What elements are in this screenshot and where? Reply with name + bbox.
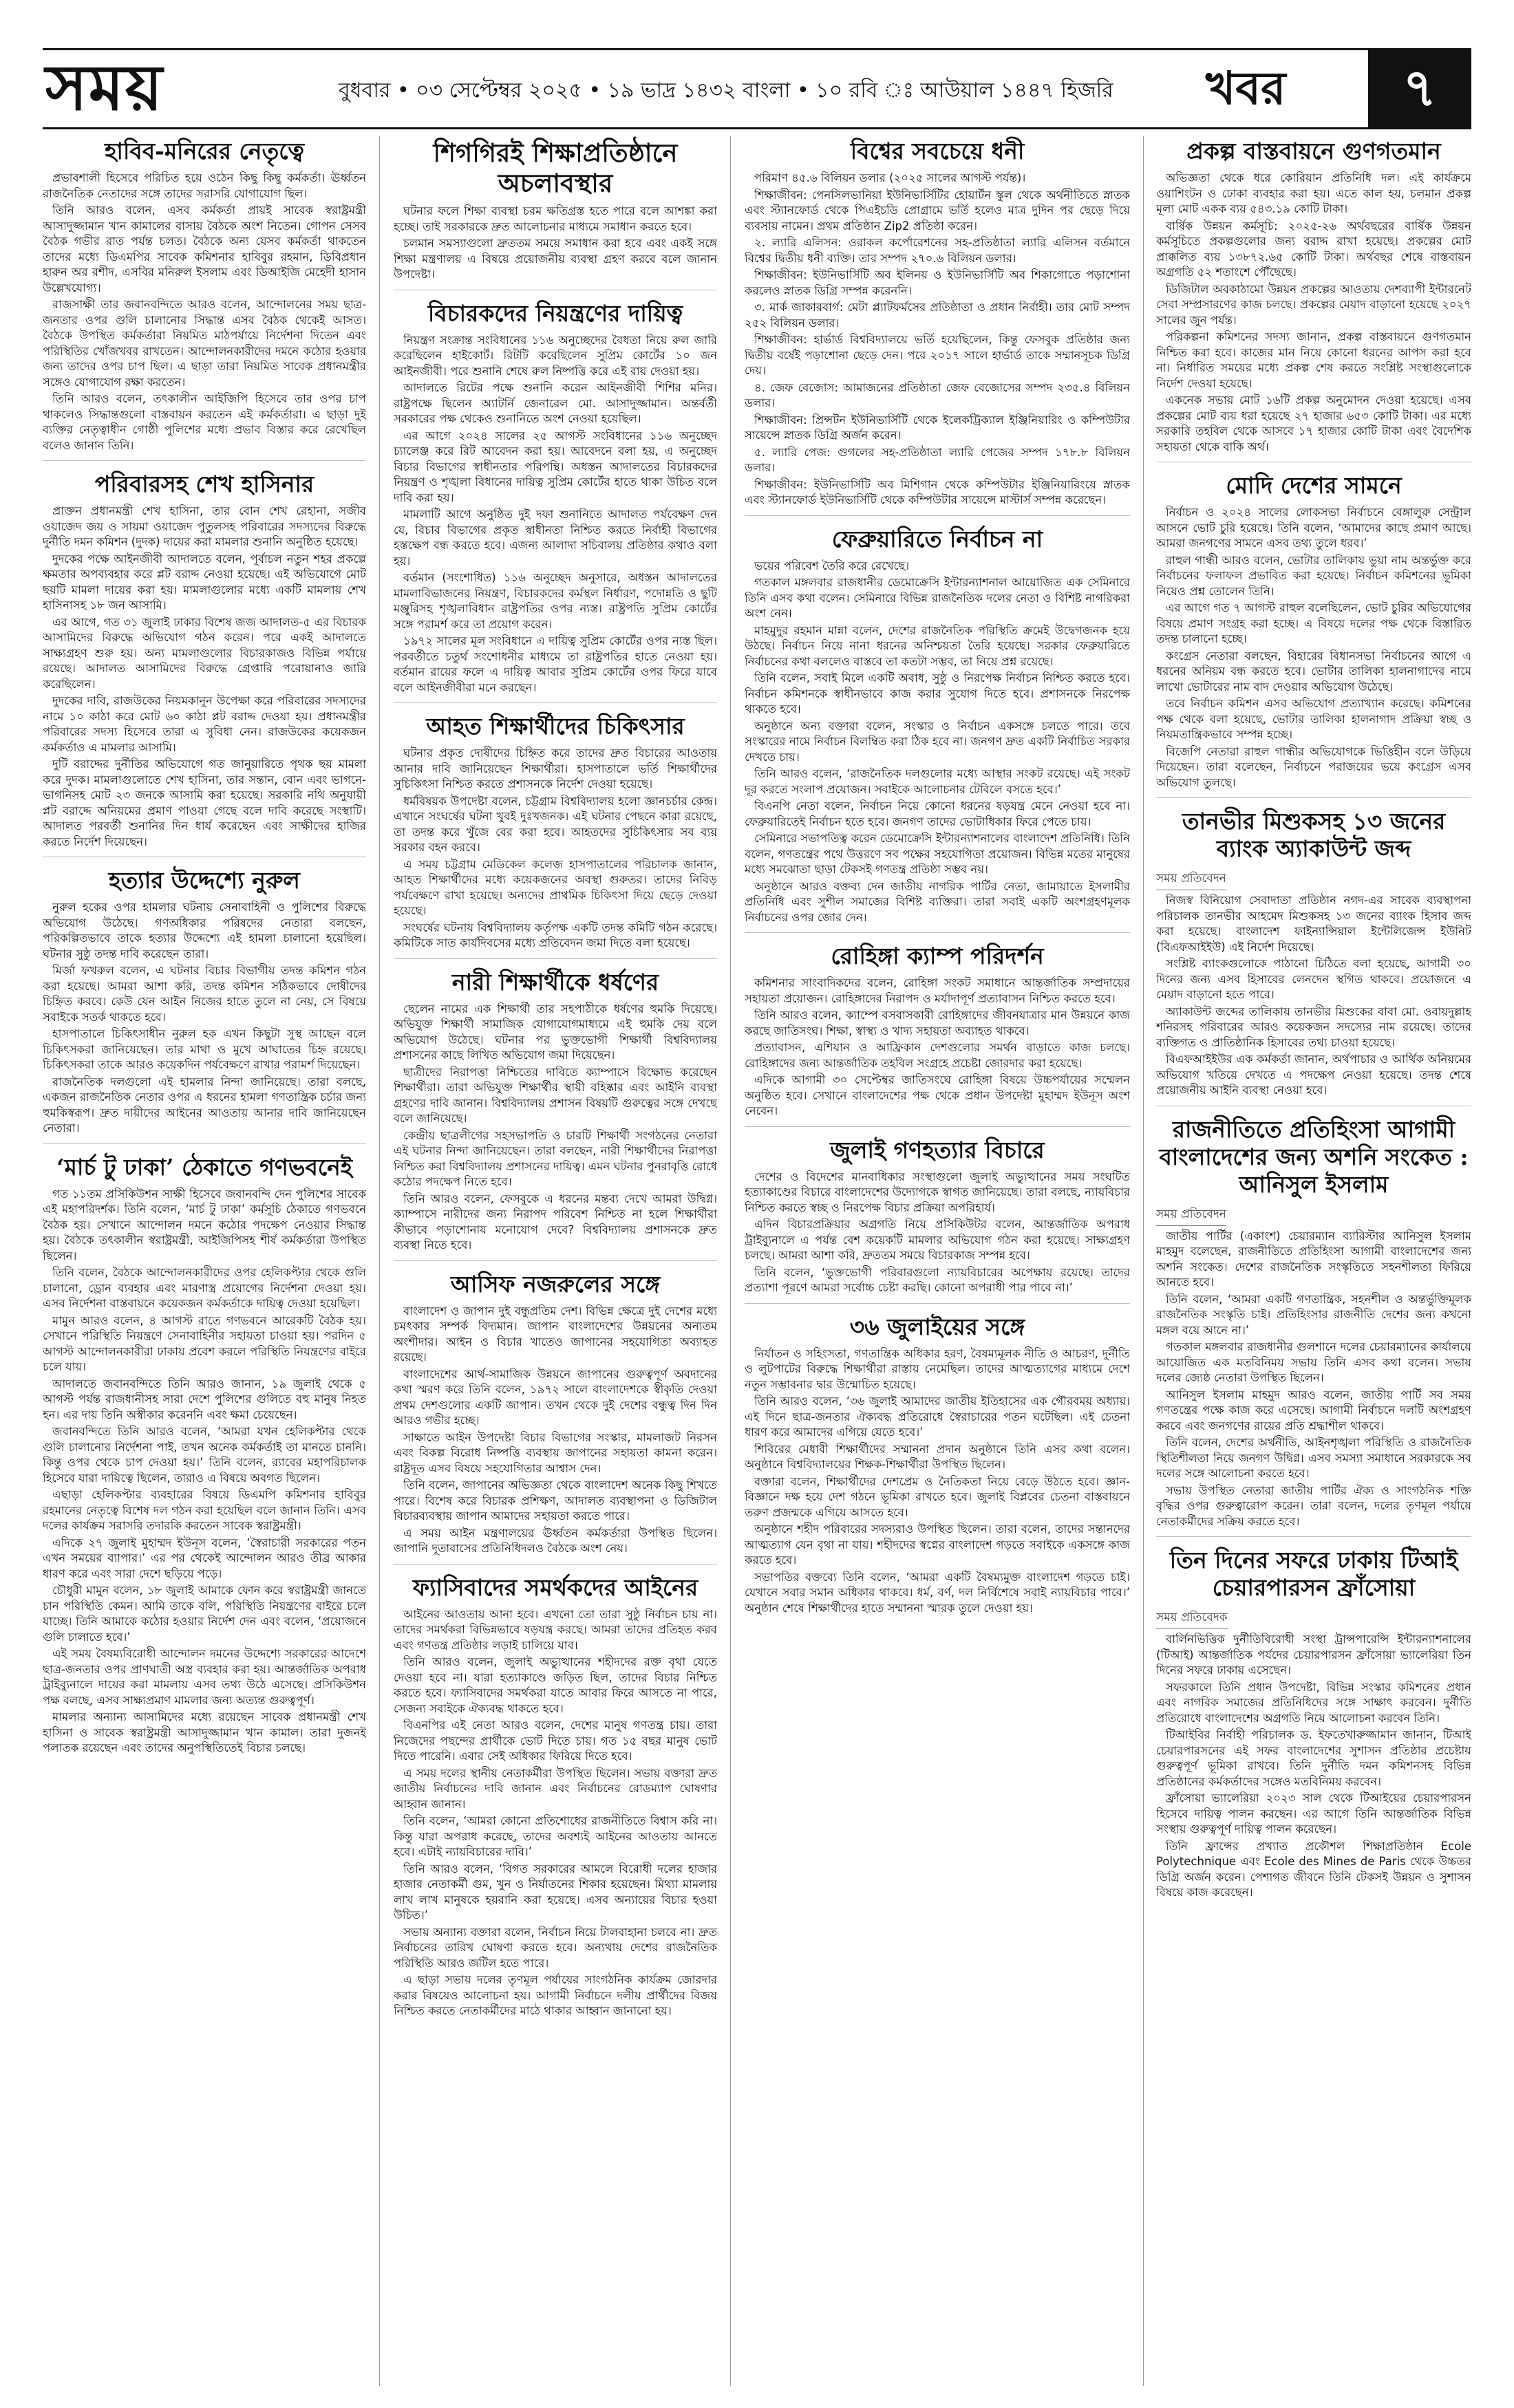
story-paragraph: নুরুল হকের ওপর হামলার ঘটনায় সেনাবাহিনী ও পুলিশের বিরুদ্ধে অভিযোগ উঠেছে। গণঅধিকার পরিষদের নেতারা বলছেন, পরিকল্পিতভাবে তাকে হত্যার উদ্দেশ্যে এই হামলা চালানো হয়েছিল। ঘটনার সুষ্ঠু তদন্ত দাবি করেছেন তারা। [43, 901, 366, 960]
story-headline: বিচারকদের নিয়ন্ত্রণের দায়িত্ব [427, 299, 683, 327]
column-3 [745, 136, 1130, 2386]
story-body [43, 171, 366, 453]
story-body [394, 1607, 717, 2019]
story-byline: সময় প্রতিবেদন [1156, 870, 1226, 890]
story-paragraph: একনেক সভায় মোট ১৬টি প্রকল্প অনুমোদন দেওয়া হয়েছে। এসব প্রকল্পের মোট ব্যয় ধরা হয়েছে ২৭ হাজার ৬৫৩ কোটি টাকা। এর মধ্যে সরকারি তহবিল থেকে আসবে ১৭ হাজার কোটি টাকা এবং বৈদেশিক সহায়তা থেকে বাকি অর্থ। [1156, 394, 1471, 453]
story-paragraph: ৫. ল্যারি পেজ: গুগলের সহ-প্রতিষ্ঠাতা ল্যারি পেজের সম্পদ ১৭৮.৮ বিলিয়ন ডলার। [745, 445, 1130, 474]
column-divider [379, 136, 380, 2386]
news-story [1156, 1116, 1471, 1538]
story-paragraph: সংঘর্ষের ঘটনায় বিশ্ববিদ্যালয় কর্তৃপক্ষ একটি তদন্ত কমিটি গঠন করেছে। কমিটিকে সাত কার্যদিবসের মধ্যে প্রতিবেদন জমা দিতে বলা হয়েছে। [394, 921, 717, 949]
story-paragraph: তিনি আরও বলেন, ফেসবুকে এ ধরনের মন্তব্য দেখে আমরা উদ্বিগ্ন। ক্যাম্পাসে নারীদের জন্য নিরাপদ পরিবেশ নিশ্চিত না হলে শিক্ষার্থীরা কীভাবে পড়াশোনায় মনোযোগ দেবে? বিশ্ববিদ্যালয় প্রশাসনকে দ্রুত ব্যবস্থা নিতে হবে। [394, 1192, 717, 1251]
story-headline: প্রকল্প বাস্তবায়নে গুণগতমান [1186, 138, 1441, 164]
story-paragraph: ফ্রাঁসোয়া ভ্যালেরিয়া ২০২৩ সাল থেকে টিআইয়ের চেয়ারপারসন হিসেবে দায়িত্ব পালন করছেন। এর আগে তিনি আন্তর্জাতিক বিভিন্ন সংস্থায় গুরুত্বপূর্ণ দায়িত্ব পালন করেছেন। [1156, 1792, 1471, 1836]
page-number: ৭ [1368, 50, 1471, 127]
story-body [1156, 505, 1471, 791]
story-paragraph: রাজসাক্ষী তার জবানবন্দিতে আরও বলেন, আন্দোলনের সময় ছাত্র-জনতার ওপর গুলি চালানোর সিদ্ধান্ত এসব বৈঠক থেকেই আসত। বৈঠকে উপস্থিত কর্মকর্তারা নিয়মিত মাঠপর্যায়ে নির্দেশনা দিতেন এবং পরিস্থিতির খোঁজখবর রাখতেন। আন্দোলনকারীদের দমনে কঠোর হওয়ার জন্য তাদের ওপর চাপ ছিল। এ ছাড়া তারা নিয়মিত সাবেক প্রধানমন্ত্রীর সঙ্গেও যোগাযোগ রক্ষা করতেন। [43, 298, 366, 389]
column-2 [394, 136, 717, 2386]
story-paragraph: তিনি বলেন, জাপানের অভিজ্ঞতা থেকে বাংলাদেশ অনেক কিছু শিখতে পারে। বিশেষ করে বিচারক প্রশিক্ষণ, আদালত ব্যবস্থাপনা ও ডিজিটাল বিচারব্যবস্থায় জাপান আমাদের সহায়তা করতে পারে। [394, 1479, 717, 1523]
column-4 [1156, 136, 1471, 2386]
story-paragraph: আনিসুল ইসলাম মাহমুদ আরও বলেন, জাতীয় পার্টি সব সময় গণতন্ত্রের পক্ষে কাজ করে এসেছে। আগামী নির্বাচনে দলটি অংশগ্রহণ করবে এবং জনগণের রায়ের প্রতি শ্রদ্ধাশীল থাকবে। [1156, 1388, 1471, 1432]
story-paragraph: নির্যাতন ও সহিংসতা, গণতান্ত্রিক অধিকার হরণ, বৈষম্যমূলক নীতি ও আচরণ, দুর্নীতি ও লুটপাটের বিরুদ্ধে শিক্ষার্থীরা রাস্তায় নেমেছিল। তাদের আত্মত্যাগের মাধ্যমে দেশে নতুন সম্ভাবনার দ্বার উন্মোচিত হয়েছে। [745, 1346, 1130, 1391]
story-byline: সময় প্রতিবেদক [1156, 1609, 1228, 1629]
story-body [1156, 1632, 1471, 1901]
news-story [1156, 138, 1471, 462]
story-headline: বিশ্বের সবচেয়ে ধনী [850, 138, 1025, 164]
story-paragraph: প্রভাবশালী হিসেবে পরিচিত হয়ে ওঠেন কিছু কিছু কর্মকর্তা। ঊর্ধ্বতন রাজনৈতিক নেতাদের সঙ্গে তাদের সরাসরি যোগাযোগ ছিল। [43, 171, 366, 200]
story-paragraph: সাক্ষাতে আইন উপদেষ্টা বিচার বিভাগের সংস্কার, মামলাজট নিরসন এবং বিকল্প বিরোধ নিষ্পত্তি ব্যবস্থায় জাপানের সহায়তা কামনা করেন। রাষ্ট্রদূত এসব বিষয়ে সহযোগিতার আশ্বাস দেন। [394, 1430, 717, 1475]
story-paragraph: এদিকে আগামী ৩০ সেপ্টেম্বর জাতিসংঘে রোহিঙ্গা বিষয়ে উচ্চপর্যায়ের সম্মেলন অনুষ্ঠিত হবে। সেখানে বাংলাদেশের পক্ষ থেকে প্রধান উপদেষ্টা মুহাম্মদ ইউনূস অংশ নেবেন। [745, 1073, 1130, 1117]
story-paragraph: তিনি বলেন, ‘আমরা একটি গণতান্ত্রিক, সহনশীল ও অন্তর্ভুক্তিমূলক রাজনৈতিক সংস্কৃতি চাই। প্রতিহিংসার রাজনীতি দেশের জন্য কখনো মঙ্গল বয়ে আনে না।’ [1156, 1292, 1471, 1337]
news-story [394, 713, 717, 959]
story-headline: হাবিব-মনিরের নেতৃত্বে [105, 138, 304, 164]
news-story [394, 1271, 717, 1565]
story-paragraph: ২. ল্যারি এলিসন: ওরাকল কর্পোরেশনের সহ-প্রতিষ্ঠাতা ল্যারি এলিসন বর্তমানে বিশ্বের দ্বিতীয় ধনী ব্যক্তি। তার সম্পদ ২৭০.৬ বিলিয়ন ডলার। [745, 236, 1130, 265]
story-paragraph: বিজেপি নেতারা রাহুল গান্ধীর অভিযোগকে ভিত্তিহীন বলে উড়িয়ে দিয়েছেন। তারা বলেছেন, নির্বাচনে পরাজয়ের ভয়ে কংগ্রেস এসব অভিযোগ তুলছে। [1156, 744, 1471, 789]
story-paragraph: ছাত্রীদের নিরাপত্তা নিশ্চিতের দাবিতে ক্যাম্পাসে বিক্ষোভ করেছেন শিক্ষার্থীরা। তারা অভিযুক্ত শিক্ষার্থীর স্থায়ী বহিষ্কার এবং আইনি ব্যবস্থা গ্রহণের দাবি জানান। বিশ্ববিদ্যালয় প্রশাসন বিষয়টি গুরুত্বের সঙ্গে দেখছে বলে জানিয়েছে। [394, 1065, 717, 1125]
story-paragraph: শিক্ষাজীবন: ইউনিভার্সিটি অব ইলিনয় ও ইউনিভার্সিটি অব শিকাগোতে পড়াশোনা করলেও স্নাতক ডিগ্রি সম্পন্ন করেননি। [745, 268, 1130, 297]
story-paragraph: বক্তারা বলেন, শিক্ষার্থীদের দেশপ্রেম ও নৈতিকতা নিয়ে বেড়ে উঠতে হবে। জ্ঞান-বিজ্ঞানে দক্ষ হয়ে দেশ গঠনে ভূমিকা রাখতে হবে। জুলাই বিপ্লবের চেতনা বাস্তবায়নে তরুণ প্রজন্মকে এগিয়ে আসতে হবে। [745, 1474, 1130, 1519]
story-paragraph: এ সময় দলের স্থানীয় নেতাকর্মীরা উপস্থিত ছিলেন। সভায় বক্তারা দ্রুত জাতীয় নির্বাচনের দাবি জানান এবং নির্বাচনের রোডম্যাপ ঘোষণার আহ্বান জানান। [394, 1766, 717, 1811]
story-paragraph: তিনি বলেন, ‘ভুক্তভোগী পরিবারগুলো ন্যায়বিচারের অপেক্ষায় রয়েছে। তাদের প্রত্যাশা পূরণে আমরা সর্বোচ্চ চেষ্টা করছি। কোনো অপরাধী পার পাবে না।’ [745, 1265, 1130, 1294]
story-paragraph: ভয়ের পরিবেশ তৈরি করে রেখেছে। [754, 559, 910, 572]
story-paragraph: অনুষ্ঠানে আরও বক্তব্য দেন জাতীয় নাগরিক পার্টির নেতা, জামায়াতে ইসলামীর প্রতিনিধি এবং সুশীল সমাজের বিশিষ্ট ব্যক্তিরা। তারা সবাই একটি অংশগ্রহণমূলক নির্বাচনের ওপর জোর দেন। [745, 879, 1130, 924]
story-headline: রাজনীতিতে প্রতিহিংসা আগামী বাংলাদেশের জন্য অশনি সংকেত : আনিসুল ইসলাম [1159, 1115, 1469, 1198]
story-paragraph: সেমিনারে সভাপতিত্ব করেন ডেমোক্রেসি ইন্টারন্যাশনালের বাংলাদেশ প্রতিনিধি। তিনি বলেন, গণতন্ত্রের পথে উত্তরণে সব পক্ষের সহযোগিতা প্রয়োজন। বিভিন্ন মতের মানুষের মধ্যে সমঝোতা ছাড়া টেকসই গণতন্ত্র প্রতিষ্ঠা সম্ভব নয়। [745, 832, 1130, 876]
story-paragraph: সংশ্লিষ্ট ব্যাংকগুলোকে পাঠানো চিঠিতে বলা হয়েছে, আগামী ৩০ দিনের জন্য এসব হিসাবের লেনদেন স্থগিত থাকবে। প্রয়োজনে এ মেয়াদ বাড়ানো হতে পারে। [1156, 957, 1471, 1001]
story-paragraph: তিনি আরও বলেন, এসব কর্মকর্তা প্রায়ই সাবেক স্বরাষ্ট্রমন্ত্রী আসাদুজ্জামান খান কামালের বাসায় বৈঠকে অংশ নিতেন। গোপন সেসব বৈঠক গভীর রাত পর্যন্ত চলত। বৈঠকে অন্য যেসব কর্মকর্তা থাকতেন তাদের মধ্যে ডিএমপির সাবেক কমিশনার হাবিবুর রহমান, ডিবিপ্রধান হারুন অর রশীদ, এসবির মনিরুল ইসলাম এবং ডিআইজি মেহেদী হাসান উল্লেখযোগ্য। [43, 204, 366, 294]
story-paragraph: তিনি বলেন, ‘আমরা কোনো প্রতিশোধের রাজনীতিতে বিশ্বাস করি না। কিন্তু যারা অপরাধ করেছে, তাদের অবশ্যই আইনের আওতায় আনতে হবে। এটাই ন্যায়বিচারের দাবি।’ [394, 1814, 717, 1858]
story-paragraph: চলমান সমস্যাগুলো দ্রুততম সময়ে সমাধান করা হবে এবং একই সঙ্গে শিক্ষা মন্ত্রণালয় এ বিষয়ে প্রয়োজনীয় ব্যবস্থা গ্রহণ করবে বলে জানান উপদেষ্টা। [394, 237, 717, 281]
story-paragraph: মামলার অন্যান্য আসামিদের মধ্যে রয়েছেন সাবেক প্রধানমন্ত্রী শেখ হাসিনা ও সাবেক স্বরাষ্ট্রমন্ত্রী আসাদুজ্জামান খান কামাল। তারা দুজনই পলাতক রয়েছেন এবং তাদের অনুপস্থিতিতেই বিচার চলছে। [43, 1710, 366, 1754]
story-body [394, 1002, 717, 1254]
story-paragraph: ধর্মবিষয়ক উপদেষ্টা বলেন, চট্টগ্রাম বিশ্ববিদ্যালয় হলো জ্ঞানচর্চার কেন্দ্র। এখানে সংঘর্ষের ঘটনা খুবই দুঃখজনক। এই ঘটনার পেছনে কারা রয়েছে, তা তদন্ত করে খুঁজে বের করা হবে। আহতদের সুচিকিৎসার সব ব্যয় সরকার বহন করবে। [394, 794, 717, 854]
news-story [745, 526, 1130, 934]
story-paragraph: ঘটনার ফলে শিক্ষা ব্যবস্থা চরম ক্ষতিগ্রস্ত হতে পারে বলে আশঙ্কা করা হচ্ছে। তাই সরকারকে দ্রুত আলোচনার মাধ্যমে সমাধান করতে হবে। [394, 204, 717, 233]
story-headline: মোদি দেশের সামনে [1226, 472, 1402, 499]
story-paragraph: শিক্ষাজীবন: ইউনিভার্সিটি অব মিশিগান থেকে কম্পিউটার ইঞ্জিনিয়ারিংয়ে স্নাতক এবং স্ট্যানফোর্ড ইউনিভার্সিটি থেকে কম্পিউটার সায়েন্সে মাস্টার্স সম্পন্ন করেছেন। [745, 477, 1130, 506]
story-byline: সময় প্রতিবেদন [1156, 1205, 1226, 1226]
story-paragraph: তিনি আরও বলেন, ক্যাম্পে বসবাসকারী রোহিঙ্গাদের জীবনযাত্রার মান উন্নয়নে কাজ করছে জাতিসংঘ। শিক্ষা, স্বাস্থ্য ও খাদ্য সহায়তা অব্যাহত থাকবে। [745, 1009, 1130, 1038]
story-headline: ফ্যাসিবাদের সমর্থকদের আইনের [412, 1573, 699, 1601]
news-story [745, 1137, 1130, 1304]
story-body [745, 1170, 1130, 1296]
news-story [1156, 808, 1471, 1106]
story-paragraph: এছাড়া হেলিকপ্টার ব্যবহারের বিষয়ে ডিএমপি কমিশনার হাবিবুর রহমানের নেতৃত্বে বিশেষ দল গঠন করা হয়েছিল বলে জানান তিনি। এসব দলের কার্যক্রম সরাসরি তদারকি করতেন সাবেক স্বরাষ্ট্রমন্ত্রী। [43, 1488, 366, 1532]
story-paragraph: তিনি বলেন, বৈঠকে আন্দোলনকারীদের ওপর হেলিকপ্টার থেকে গুলি চালানো, ড্রোন ব্যবহার এবং মারণাস্ত্র প্রয়োগের নির্দেশনা দেওয়া হয়। এসব নির্দেশনা বাস্তবায়নে কয়েকজন কর্মকর্তাকে দায়িত্ব দেওয়া হয়েছিল। [43, 1266, 366, 1310]
story-paragraph: চৌধুরী মামুন বলেন, ১৮ জুলাই আমাকে ফোন করে স্বরাষ্ট্রমন্ত্রী জানতে চান পরিস্থিতি কেমন। আমি তাকে বলি, পরিস্থিতি নিয়ন্ত্রণের বাইরে চলে যাচ্ছে। তিনি আমাকে কঠোর হওয়ার নির্দেশ দেন এবং বলেন, ‘প্রয়োজনে গুলি চালাতে হবে।’ [43, 1584, 366, 1644]
news-story [1156, 472, 1471, 798]
story-paragraph: প্রাক্তন প্রধানমন্ত্রী শেখ হাসিনা, তার বোন শেখ রেহানা, সজীব ওয়াজেদ জয় ও সায়মা ওয়াজেদ পুতুলসহ পরিবারের সদস্যদের বিরুদ্ধে দুর্নীতি দমন কমিশন (দুদক) দায়ের করা মামলার শুনানি অনুষ্ঠিত হয়েছে। [43, 504, 366, 548]
story-headline: ফেব্রুয়ারিতে নির্বাচন না [831, 525, 1043, 552]
story-paragraph: গতকাল মঙ্গলবার রাজধানীর ডেমোক্রেসি ইন্টারন্যাশনাল আয়োজিত এক সেমিনারে তিনি এসব কথা বলেন। সেমিনারে বিভিন্ন রাজনৈতিক দলের নেতা ও বিশিষ্ট নাগরিকরা অংশ নেন। [745, 576, 1130, 620]
story-paragraph: রাহুল গান্ধী আরও বলেন, ভোটার তালিকায় ভুয়া নাম অন্তর্ভুক্ত করে নির্বাচনের ফলাফল প্রভাবিত করা হয়েছে। নির্বাচন কমিশনের ভূমিকা নিয়েও প্রশ্ন তোলেন তিনি। [1156, 553, 1471, 598]
column-divider [730, 136, 731, 2386]
story-paragraph: এর আগে, গত ৩১ জুলাই ঢাকার বিশেষ জজ আদালত-৫ এর বিচারক আসামিদের বিরুদ্ধে অভিযোগ গঠন করেন। পরে একই আদালতে সাক্ষ্যগ্রহণ শুরু হয়। অন্য মামলাগুলোর বিচারকাজও বিভিন্ন পর্যায়ে রয়েছে। আদালত আসামিদের বিরুদ্ধে গ্রেপ্তারি পরোয়ানাও জারি করেছিলেন। [43, 615, 366, 691]
story-body [1156, 171, 1471, 455]
story-headline: ‘মার্চ টু ঢাকা’ ঠেকাতে গণভবনেই [56, 1153, 352, 1181]
story-headline: শিগগিরই শিক্ষাপ্রতিষ্ঠানে অচলাবস্থার [433, 138, 678, 198]
story-paragraph: কেন্দ্রীয় ছাত্রলীগের সহসভাপতি ও চারটি শিক্ষার্থী সংগঠনের নেতারা এই ঘটনার নিন্দা জানিয়েছেন। তারা বলছেন, নারী শিক্ষার্থীদের নিরাপত্তা নিশ্চিত করা বিশ্ববিদ্যালয় প্রশাসনের দায়িত্ব। এমন ঘটনার পুনরাবৃত্তি রোধে কঠোর পদক্ষেপ নিতে হবে। [394, 1128, 717, 1188]
news-story [745, 138, 1130, 516]
story-paragraph: এ সময় চট্টগ্রাম মেডিকেল কলেজ হাসপাতালের পরিচালক জানান, আহত শিক্ষার্থীদের মধ্যে কয়েকজনের অবস্থা গুরুতর। তাদের নিবিড় পর্যবেক্ষণে রাখা হয়েছে। অন্যদের প্রাথমিক চিকিৎসা দিয়ে ছেড়ে দেওয়া হয়েছে। [394, 857, 717, 917]
news-story [43, 867, 366, 1144]
story-headline: হত্যার উদ্দেশ্যে নুরুল [109, 867, 300, 894]
news-story [394, 138, 717, 290]
story-paragraph: সভায় অন্যান্য বক্তারা বলেন, নির্বাচন নিয়ে টালবাহানা চলবে না। দ্রুত নির্বাচনের তারিখ ঘোষণা করতে হবে। অন্যথায় দেশের রাজনৈতিক পরিস্থিতি আরও জটিল হতে পারে। [394, 1925, 717, 1970]
story-paragraph: এর আগে গত ৭ আগস্ট রাহুল বলেছিলেন, ভোট চুরির অভিযোগের বিষয়ে প্রমাণ সংগ্রহ করা হচ্ছে। এ বিষয়ে দলের পক্ষ থেকে বিস্তারিত তদন্ত চালানো হচ্ছে। [1156, 601, 1471, 645]
story-body [1156, 893, 1471, 1099]
story-paragraph: শিক্ষাজীবন: পেনসিলভানিয়া ইউনিভার্সিটির হোয়ার্টন স্কুল থেকে অর্থনীতিতে স্নাতক এবং স্ট্যানফোর্ড থেকে পিএইচডি প্রোগ্রামে ভর্তি হলেও মাত্র দুদিন পর ছেড়ে দিয়ে ব্যবসায় নামেন। প্রথম প্রতিষ্ঠান Zip2 প্রতিষ্ঠা করেন। [745, 188, 1130, 233]
news-story [394, 969, 717, 1261]
story-body [43, 900, 366, 1137]
story-body [43, 1187, 366, 1756]
story-paragraph: এদিন বিচারপ্রক্রিয়ার অগ্রগতি নিয়ে প্রসিকিউটর বলেন, আন্তর্জাতিক অপরাধ ট্রাইব্যুনালে এ পর্যন্ত বেশ কয়েকটি মামলার অভিযোগ গঠন করা হয়েছে। সাক্ষ্যগ্রহণ চলছে। আমরা আশা করি, দ্রুততম সময়ে বিচারকাজ সম্পন্ন হবে। [745, 1218, 1130, 1262]
story-paragraph: ঘটনার প্রকৃত দোষীদের চিহ্নিত করে তাদের দ্রুত বিচারের আওতায় আনার দাবি জানিয়েছেন শিক্ষার্থীরা। হাসপাতালে ভর্তি শিক্ষার্থীদের সুচিকিৎসা নিশ্চিত করতে প্রশাসনকে নির্দেশ দেওয়া হয়েছে। [394, 746, 717, 791]
story-paragraph: নিয়ন্ত্রণ সংক্রান্ত সংবিধানের ১১৬ অনুচ্ছেদের বৈধতা নিয়ে রুল জারি করেছিলেন হাইকোর্ট। রিটটি করেছিলেন সুপ্রিম কোর্টের ১০ জন আইনজীবী। পরে শুনানি শেষে রুল নিষ্পত্তি করে এই রায় দেওয়া হয়। [394, 333, 717, 378]
story-headline: পরিবারসহ শেখ হাসিনার [94, 471, 314, 497]
column-1 [43, 136, 366, 2386]
story-paragraph: অ্যাকাউন্ট জব্দের তালিকায় তানভীর মিশুকের বাবা মো. ওবায়দুল্লাহ শনিরসহ পরিবারের আরও কয়েকজন সদস্যের নাম রয়েছে। তাদের ব্যক্তিগত ও প্রাতিষ্ঠানিক হিসাবের তথ্য চাওয়া হয়েছে। [1156, 1004, 1471, 1049]
story-body [745, 171, 1130, 508]
story-paragraph: রাজনৈতিক দলগুলো এই হামলার নিন্দা জানিয়েছে। তারা বলছে, একজন রাজনৈতিক নেতার ওপর এ ধরনের হামলা গণতান্ত্রিক চর্চার জন্য হুমকিস্বরূপ। দ্রুত দায়ীদের আইনের আওতায় আনার দাবি জানিয়েছেন নেতারা। [43, 1075, 366, 1135]
story-paragraph: বাংলাদেশ ও জাপান দুই বন্ধুপ্রতিম দেশ। বিভিন্ন ক্ষেত্রে দুই দেশের মধ্যে চমৎকার সম্পর্ক বিদ্যমান। জাপান বাংলাদেশের উন্নয়নের অন্যতম অংশীদার। আইন ও বিচার খাতেও জাপানের সহযোগিতা অব্যাহত রয়েছে। [394, 1304, 717, 1364]
news-story [745, 1313, 1130, 1624]
news-story [43, 138, 366, 461]
story-headline: রোহিঙ্গা ক্যাম্প পরিদর্শন [831, 943, 1044, 969]
story-paragraph: আইনের আওতায় আনা হবে। এখনো তো তারা সুষ্ঠু নির্বাচন চায় না। তাদের সমর্থকরা বিভিন্নভাবে ষড়যন্ত্র করছে। আমরা তাদের প্রতিহত করব এবং গণতন্ত্র প্রতিষ্ঠার লড়াই চালিয়ে যাব। [394, 1607, 717, 1652]
column-divider [1143, 136, 1144, 2386]
story-paragraph: সফরকালে তিনি প্রধান উপদেষ্টা, বিভিন্ন সংস্কার কমিশনের প্রধান এবং নাগরিক সমাজের প্রতিনিধিদের সঙ্গে সাক্ষাৎ করবেন। দুর্নীতি প্রতিরোধে বাংলাদেশের অগ্রগতি নিয়ে আলোচনা করবেন তিনি। [1156, 1680, 1471, 1725]
story-body [745, 1346, 1130, 1617]
story-paragraph: অভিজ্ঞতা থেকে ধরে কোরিয়ান প্রতিনিধি দল। এই কার্যক্রমে ওয়াশিংটন ও ঢোকা ব্যবহার করা হয়। এতে কাল হয়, চলমান প্রকল্প মূল্য মোট একক ব্যয় ৫৪৩.১৯ কোটি টাকা। [1156, 171, 1471, 215]
news-story [745, 943, 1130, 1127]
story-paragraph: বার্লিনভিত্তিক দুর্নীতিবিরোধী সংস্থা ট্রান্সপারেন্সি ইন্টারন্যাশনালের (টিআই) আন্তর্জাতিক পর্যদের চেয়ারপারসন ফ্রাঁসোয়া ভ্যালেরিয়া তিন দিনের সফরে ঢাকায় এসেছেন। [1156, 1633, 1471, 1677]
story-paragraph: তিনি আরও বলেন, ‘বিগত সরকারের আমলে বিরোধী দলের হাজার হাজার নেতাকর্মী গুম, খুন ও নির্যাতনের শিকার হয়েছেন। মিথ্যা মামলায় লাখ লাখ মানুষকে হয়রানি করা হয়েছে। এসব অন্যায়ের বিচার হওয়া উচিত।’ [394, 1862, 717, 1922]
story-paragraph: পরিকল্পনা কমিশনের সদস্য জানান, প্রকল্প বাস্তবায়নে গুণগতমান নিশ্চিত করা হবে। কাজের মান নিয়ে কোনো ধরনের আপস করা হবে না। নির্ধারিত সময়ের মধ্যে প্রকল্প শেষ করতে সংশ্লিষ্ট সংস্থাগুলোকে নির্দেশ দেওয়া হয়েছে। [1156, 330, 1471, 390]
story-paragraph: দেশের ও বিদেশের মানবাধিকার সংস্থাগুলো জুলাই অভ্যুত্থানের সময় সংঘটিত হত্যাকাণ্ডের বিচারে বাংলাদেশের উদ্যোগকে স্বাগত জানিয়েছে। তারা বলছে, ন্যায়বিচার নিশ্চিত করতে স্বচ্ছ ও নিরপেক্ষ বিচার প্রক্রিয়া অপরিহার্য। [745, 1170, 1130, 1214]
story-paragraph: হাসপাতালে চিকিৎসাধীন নুরুল হক এখন কিছুটা সুস্থ আছেন বলে চিকিৎসকরা জানিয়েছেন। তার মাথা ও মুখে আঘাতের চিহ্ন রয়েছে। চিকিৎসকরা তাকে আরও কয়েকদিন পর্যবেক্ষণে রাখার পরামর্শ দিয়েছেন। [43, 1027, 366, 1071]
story-paragraph: মাহমুদুর রহমান মান্না বলেন, দেশের রাজনৈতিক পরিস্থিতি ক্রমেই উদ্বেগজনক হয়ে উঠছে। নির্বাচন নিয়ে নানা ধরনের অনিশ্চয়তা তৈরি হয়েছে। সরকার ফেব্রুয়ারিতে নির্বাচনের কথা বললেও বাস্তবে তা কতটা সম্ভব, তা নিয়ে প্রশ্ন রয়েছে। [745, 623, 1130, 668]
story-paragraph: দুটি বরাদ্দের দুর্নীতির অভিযোগে গত জানুয়ারিতে পৃথক ছয় মামলা করে দুদক। মামলাগুলোতে শেখ হাসিনা, তার সন্তান, বোন এবং ভাগনে-ভাগনিসহ মোট ২৩ জনকে আসামি করা হয়েছে। সরকারি নথি অনুযায়ী প্লট বরাদ্দে অনিয়মের প্রমাণ পাওয়া গেছে বলে দাবি করেছে সংস্থাটি। আদালত পরবর্তী শুনানির দিন ধার্য করেছেন এবং সাক্ষীদের হাজির করতে নির্দেশ দিয়েছেন। [43, 757, 366, 848]
story-paragraph: তবে নির্বাচন কমিশন এসব অভিযোগ প্রত্যাখ্যান করেছে। কমিশনের পক্ষ থেকে বলা হয়েছে, ভোটার তালিকা হালনাগাদ প্রক্রিয়া স্বচ্ছ ও নিয়মতান্ত্রিকভাবে সম্পন্ন হচ্ছে। [1156, 697, 1471, 741]
story-paragraph: বিএফআইইউর এক কর্মকর্তা জানান, অর্থপাচার ও আর্থিক অনিয়মের অভিযোগ খতিয়ে দেখতে এ পদক্ষেপ নেওয়া হয়েছে। তদন্ত শেষে প্রয়োজনীয় আইনি ব্যবস্থা নেওয়া হবে। [1156, 1053, 1471, 1097]
story-paragraph: সভায় উপস্থিত নেতারা জাতীয় পার্টির ঐক্য ও সাংগঠনিক শক্তি বৃদ্ধির ওপর গুরুত্বারোপ করেন। তারা বলেন, দলের তৃণমূল পর্যায়ে নেতাকর্মীদের সক্রিয় করতে হবে। [1156, 1483, 1471, 1528]
story-paragraph: গত ১১তম প্রসিকিউশন সাক্ষী হিসেবে জবানবন্দি দেন পুলিশের সাবেক এই মহাপরিদর্শক। তিনি বলেন, ‘মার্চ টু ঢাকা’ কর্মসূচি ঠেকাতে গণভবনে বৈঠক হয়। সেখানে আন্দোলন দমনে কঠোর পদক্ষেপ নেওয়ার সিদ্ধান্ত হয়। বৈঠকে তৎকালীন স্বরাষ্ট্রমন্ত্রী, আইজিপিসহ শীর্ষ কর্মকর্তারা উপস্থিত ছিলেন। [43, 1187, 366, 1262]
story-body [394, 746, 717, 952]
story-paragraph: অনুষ্ঠানে অন্য বক্তারা বলেন, সংস্কার ও নির্বাচন একসঙ্গে চলতে পারে। তবে সংস্কারের নামে নির্বাচন বিলম্বিত করা ঠিক হবে না। জনগণ দ্রুত একটি নির্বাচিত সরকার দেখতে চায়। [745, 719, 1130, 764]
masthead [43, 48, 1471, 129]
story-paragraph: কংগ্রেস নেতারা বলছেন, বিহারের বিধানসভা নির্বাচনের আগে এ ধরনের অনিয়ম বন্ধ করতে হবে। ভোটার তালিকা হালনাগাদের নামে লাখো ভোটারের নাম বাদ দেওয়ার অভিযোগ উঠেছে। [1156, 649, 1471, 694]
story-headline: তিন দিনের সফরে ঢাকায় টিআই চেয়ারপারসন ফ্রাঁসোয়া [1169, 1547, 1458, 1601]
story-paragraph: শিক্ষাজীবন: প্রিন্সটন ইউনিভার্সিটি থেকে ইলেকট্রিক্যাল ইঞ্জিনিয়ারিং ও কম্পিউটার সায়েন্সে স্নাতক ডিগ্রি অর্জন করেন। [745, 413, 1130, 442]
dateline: বুধবার • ০৩ সেপ্টেম্বর ২০২৫ • ১৯ ভাদ্র ১৪৩২ বাংলা • ১০ রবি ঃ আউয়াল ১৪৪৭ হিজরি [339, 78, 1113, 103]
story-paragraph: শিবিরের মেধাবী শিক্ষার্থীদের সম্মাননা প্রদান অনুষ্ঠানে তিনি এসব কথা বলেন। অনুষ্ঠানে বিশ্ববিদ্যালয়ের শিক্ষক-শিক্ষার্থীরা উপস্থিত ছিলেন। [745, 1442, 1130, 1471]
story-paragraph: অনুষ্ঠানে শহীদ পরিবারের সদস্যরাও উপস্থিত ছিলেন। তারা বলেন, তাদের সন্তানদের আত্মত্যাগ যেন বৃথা না যায়। শহীদদের স্বপ্নের বাংলাদেশ গড়তে সবাইকে একসঙ্গে কাজ করতে হবে। [745, 1523, 1130, 1567]
story-paragraph: মির্জা ফখরুল বলেন, এ ঘটনার বিচার বিভাগীয় তদন্ত কমিশন গঠন করা হয়েছে। আমরা আশা করি, তদন্ত কমিশন সঠিকভাবে দোষীদের চিহ্নিত করবে। কেউ যেন আইন নিজের হাতে তুলে না নেয়, সে বিষয়ে সবাইকে সতর্ক থাকতে হবে। [43, 964, 366, 1024]
story-body [745, 976, 1130, 1119]
story-paragraph: টিআইবির নির্বাহী পরিচালক ড. ইফতেখারুজ্জামান জানান, টিআই চেয়ারপারসনের এই সফর বাংলাদেশের সুশাসন প্রতিষ্ঠার প্রচেষ্টায় গুরুত্বপূর্ণ ভূমিকা রাখবে। তিনি দুর্নীতি দমন কমিশনসহ বিভিন্ন প্রতিষ্ঠানের কর্মকর্তাদের সঙ্গেও মতবিনিময় করবেন। [1156, 1728, 1471, 1788]
story-body [394, 333, 717, 696]
story-paragraph: শিক্ষাজীবন: হার্ভার্ড বিশ্ববিদ্যালয়ে ভর্তি হয়েছিলেন, কিন্তু ফেসবুক প্রতিষ্ঠার জন্য দ্বিতীয় বর্ষেই পড়াশোনা ছেড়ে দেন। পরে ২০১৭ সালে হার্ভার্ড তাকে সম্মানসূচক ডিগ্রি দেয়। [745, 333, 1130, 377]
section-title: খবর [1206, 61, 1286, 115]
story-paragraph: তিনি আরও বলেন, তৎকালীন আইজিপি হিসেবে তার ওপর চাপ থাকলেও সিদ্ধান্তগুলো বাস্তবায়ন করতেন এই কর্মকর্তারা। এ ছাড়া দুই ব্যক্তির নেতৃত্বাধীন গোষ্ঠী পুলিশের মধ্যে প্রভাব বিস্তার করে রেখেছিল বলেও জানান তিনি। [43, 392, 366, 452]
story-paragraph: তিনি আরও বলেন, ‘৩৬ জুলাই আমাদের জাতীয় ইতিহাসের এক গৌরবময় অধ্যায়। এই দিনে ছাত্র-জনতার ঐক্যবদ্ধ প্রতিরোধে স্বৈরাচারের পতন ঘটেছিল। এই চেতনা ধারণ করে আমাদের এগিয়ে যেতে হবে।’ [745, 1395, 1130, 1439]
story-body [394, 204, 717, 283]
newspaper-logo: সময় [45, 50, 164, 125]
story-paragraph: ১৯৭২ সালের মূল সংবিধানে এ দায়িত্ব সুপ্রিম কোর্টের ওপর ন্যস্ত ছিল। পরবর্তীতে চতুর্থ সংশোধনীর মাধ্যমে তা রাষ্ট্রপতির হাতে নেওয়া হয়। বর্তমান রায়ের ফলে এ দায়িত্ব আবার সুপ্রিম কোর্টের ওপর ফিরে যাবে বলে আইনজীবীরা মনে করছেন। [394, 634, 717, 694]
story-body [745, 559, 1130, 926]
story-paragraph: এর আগে ২০২৪ সালের ২৫ আগস্ট সংবিধানের ১১৬ অনুচ্ছেদ চ্যালেঞ্জ করে রিট আবেদন করা হয়। আবেদনে বলা হয়, এ অনুচ্ছেদ বিচার বিভাগের স্বাধীনতার পরিপন্থি। অধস্তন আদালতের বিচারকদের নিয়ন্ত্রণ ও শৃঙ্খলা বিধানের দায়িত্ব সুপ্রিম কোর্টের হাতে থাকা উচিত বলে দাবি করা হয়। [394, 429, 717, 504]
story-paragraph: কমিশনার সাংবাদিকদের বলেন, রোহিঙ্গা সংকট সমাধানে আন্তর্জাতিক সম্প্রদায়ের সহায়তা প্রয়োজন। রোহিঙ্গাদের নিরাপদ ও মর্যাদাপূর্ণ প্রত্যাবাসন নিশ্চিত করতে হবে। [745, 976, 1130, 1005]
story-paragraph: বাংলাদেশের আর্থ-সামাজিক উন্নয়নে জাপানের গুরুত্বপূর্ণ অবদানের কথা স্মরণ করে তিনি বলেন, ১৯৭২ সালে বাংলাদেশকে স্বীকৃতি দেওয়া প্রথম দেশগুলোর একটি জাপান। তখন থেকে দুই দেশের বন্ধুত্ব দিন দিন আরও গভীর হচ্ছে। [394, 1367, 717, 1427]
story-paragraph: বার্ষিক উন্নয়ন কর্মসূচি: ২০২৫-২৬ অর্থবছরের বার্ষিক উন্নয়ন কর্মসূচিতে প্রকল্পগুলোর জন্য বরাদ্দ রাখা হয়েছে। প্রকল্পের মোট প্রাক্কলিত ব্যয় ১৩৮৭২.৬৫ কোটি টাকা। অর্থবছর শেষে বাস্তবায়ন অগ্রগতি ৫২ শতাংশে পৌঁছেছে। [1156, 219, 1471, 279]
story-headline: তানভীর মিশুকসহ ১৩ জনের ব্যাংক অ্যাকাউন্ট জব্দ [1182, 808, 1446, 862]
story-paragraph: দুদকের পক্ষে আইনজীবী আদালতে বলেন, পূর্বাচল নতুন শহর প্রকল্পে ক্ষমতার অপব্যবহার করে প্লট বরাদ্দ নেওয়া হয়েছে। এই অভিযোগে মোট ছয়টি মামলা দায়ের করা হয়। মামলাগুলোর মধ্যে একটি মামলায় শেখ হাসিনাসহ ১৮ জন আসামি। [43, 552, 366, 612]
story-paragraph: ৩. মার্ক জাকারবার্গ: মেটা প্ল্যাটফর্মসের প্রতিষ্ঠাতা ও প্রধান নির্বাহী। তার মোট সম্পদ ২৫২ বিলিয়ন ডলার। [745, 301, 1130, 330]
story-headline: আহত শিক্ষার্থীদের চিকিৎসার [426, 713, 685, 740]
story-paragraph: পরিমাণ ৪৫.৬ বিলিয়ন ডলার (২০২৫ সালের আগস্ট পর্যন্ত)। [754, 171, 1026, 184]
story-headline: আসিফ নজরুলের সঙ্গে [450, 1270, 661, 1298]
story-paragraph: তিনি বলেন, সবাই মিলে একটি অবাধ, সুষ্ঠু ও নিরপেক্ষ নির্বাচন নিশ্চিত করতে হবে। নির্বাচন কমিশনকে স্বাধীনভাবে কাজ করার সুযোগ দিতে হবে। প্রশাসনকে নিরপেক্ষ থাকতে হবে। [745, 671, 1130, 716]
story-paragraph: তিনি আরও বলেন, জুলাই অভ্যুত্থানের শহীদদের রক্ত বৃথা যেতে দেওয়া হবে না। যারা হত্যাকাণ্ডে জড়িত ছিল, তাদের বিচার নিশ্চিত করতে হবে। ফ্যাসিবাদের সমর্থকরা যাতে আবার ফিরে আসতে না পারে, সেজন্য সবাইকে ঐক্যবদ্ধ থাকতে হবে। [394, 1655, 717, 1715]
story-paragraph: ছেলেন নামের এক শিক্ষার্থী তার সহপাঠীকে ধর্ষণের হুমকি দিয়েছে। অভিযুক্ত শিক্ষার্থী সামাজিক যোগাযোগমাধ্যমে এই হুমকি দেয় বলে অভিযোগ উঠেছে। ঘটনার পর ভুক্তভোগী শিক্ষার্থী বিশ্ববিদ্যালয় প্রশাসনের কাছে লিখিত অভিযোগ জমা দিয়েছেন। [394, 1002, 717, 1062]
story-headline: ৩৬ জুলাইয়ের সঙ্গে [849, 1313, 1025, 1340]
story-paragraph: মামলাটি আগে অনুষ্ঠিত দুই দফা শুনানিতে আদালত পর্যবেক্ষণ দেন যে, বিচার বিভাগের প্রকৃত স্বাধীনতা নিশ্চিত করতে নির্বাহী বিভাগের হস্তক্ষেপ বন্ধ করতে হবে। এজন্য আলাদা সচিবালয় প্রতিষ্ঠার কথাও বলা হয়। [394, 508, 717, 568]
story-paragraph: আদালতে রিটের পক্ষে শুনানি করেন আইনজীবী শিশির মনির। রাষ্ট্রপক্ষে ছিলেন অ্যাটর্নি জেনারেল মো. আসাদুজ্জামান। অন্তর্বর্তী সরকারের পক্ষ থেকেও শুনানিতে অংশ নেওয়া হয়েছিল। [394, 381, 717, 425]
story-paragraph: বিএনপির এই নেতা আরও বলেন, দেশের মানুষ গণতন্ত্র চায়। তারা নিজেদের পছন্দের প্রার্থীকে ভোট দিতে চায়। গত ১৫ বছর মানুষ ভোট দিতে পারেনি। এবার সেই অধিকার ফিরিয়ে দিতে হবে। [394, 1719, 717, 1763]
story-paragraph: জবানবন্দিতে তিনি আরও বলেন, ‘আমরা যখন হেলিকপ্টার থেকে গুলি চালানোর নির্দেশনা পাই, তখন অনেক কর্মকর্তাই তা মানতে চাননি। কিন্তু ওপর থেকে চাপ দেওয়া হয়।’ তিনি বলেন, র‌্যাবের মহাপরিচালক হিসেবে যারা দায়িত্বে ছিলেন, তারাও এ বিষয়ে অবগত ছিলেন। [43, 1425, 366, 1485]
story-body [394, 1304, 717, 1557]
story-paragraph: দুদকের দাবি, রাজউকের নিয়মকানুন উপেক্ষা করে পরিবারের সদস্যদের নামে ১০ কাঠা করে মোট ৬০ কাঠা প্লট বরাদ্দ দেওয়া হয়। প্রধানমন্ত্রীর পরিবারের সদস্য হিসেবে তারা এ সুবিধা নেন। রাজউকের কয়েকজন কর্মকর্তাও এ মামলার আসামি। [43, 694, 366, 754]
story-paragraph: এই সময় বৈষম্যবিরোধী আন্দোলন দমনের উদ্দেশ্যে সরকারের আদেশে ছাত্র-জনতার ওপর প্রাণঘাতী অস্ত্র ব্যবহার করা হয়। আন্তর্জাতিক অপরাধ ট্রাইব্যুনালে দায়ের করা মামলায় এসব তথ্য উঠে এসেছে। প্রসিকিউশন পক্ষ বলছে, এসব সাক্ষ্যপ্রমাণ মামলার জন্য অত্যন্ত গুরুত্বপূর্ণ। [43, 1647, 366, 1707]
story-paragraph: তিনি আরও বলেন, ‘রাজনৈতিক দলগুলোর মধ্যে আস্থার সংকট রয়েছে। এই সংকট দূর করতে সংলাপ প্রয়োজন। সবাইকে আলোচনার টেবিলে বসতে হবে।’ [745, 767, 1130, 796]
story-paragraph: এ সময় আইন মন্ত্রণালয়ের ঊর্ধ্বতন কর্মকর্তারা উপস্থিত ছিলেন। জাপানি দূতাবাসের প্রতিনিধিদলও বৈঠকে অংশ নেয়। [394, 1526, 717, 1555]
story-paragraph: মামুন আরও বলেন, ৪ আগস্ট রাতে গণভবনে আরেকটি বৈঠক হয়। সেখানে পরিস্থিতি নিয়ন্ত্রণে সেনাবাহিনীর সহায়তা চাওয়া হয়। পরদিন ৫ আগস্ট আন্দোলনকারীরা ঢাকায় প্রবেশ করলে পরিস্থিতি নিয়ন্ত্রণের বাইরে চলে যায়। [43, 1313, 366, 1373]
story-body [43, 504, 366, 850]
story-body [1156, 1229, 1471, 1530]
news-story [43, 471, 366, 857]
story-paragraph: এদিকে ২৭ জুলাই মুহাম্মদ ইউনূস বলেন, ‘স্বৈরাচারী সরকারের পতন এখন সময়ের ব্যাপার।’ এর পর থেকেই আন্দোলন আরও তীব্র আকার ধারণ করে এবং সারা দেশে ছড়িয়ে পড়ে। [43, 1536, 366, 1580]
story-headline: জুলাই গণহত্যার বিচারে [830, 1136, 1045, 1163]
story-paragraph: ৪. জেফ বেজোস: আমাজনের প্রতিষ্ঠাতা জেফ বেজোসের সম্পদ ২৩৫.৪ বিলিয়ন ডলার। [745, 380, 1130, 409]
story-paragraph: তিনি ফ্রান্সের প্রখ্যাত প্রকৌশল শিক্ষাপ্রতিষ্ঠান Ecole Polytechnique এবং Ecole des Mines de Paris থেকে উচ্চতর ডিগ্রি অর্জন করেন। পেশাগত জীবনে তিনি টেকসই উন্নয়ন ও সুশাসন বিষয়ে কাজ করেছেন। [1156, 1839, 1471, 1899]
story-paragraph: বিএনপি নেতা বলেন, নির্বাচন নিয়ে কোনো ধরনের ষড়যন্ত্র মেনে নেওয়া হবে না। ফেব্রুয়ারিতেই নির্বাচন হতে হবে। জনগণ তাদের ভোটাধিকার ফিরে পেতে চায়। [745, 799, 1130, 828]
news-story [1156, 1547, 1471, 1908]
story-paragraph: নির্বাচন ও ২০২৪ সালের লোকসভা নির্বাচনে বেঙ্গালুরু সেন্ট্রাল আসনে ভোট চুরি হয়েছে। তিনি বলেন, ‘আমাদের কাছে প্রমাণ আছে। আমরা জনগণের সামনে এসব তথ্য তুলে ধরব।’ [1156, 506, 1471, 550]
story-paragraph: আদালতে জবানবন্দিতে তিনি আরও জানান, ১৯ জুলাই থেকে ৫ আগস্ট পর্যন্ত রাজধানীসহ সারা দেশে পুলিশের গুলিতে বহু মানুষ নিহত হন। এর দায় তিনি অস্বীকার করেননি এবং ক্ষমা চেয়েছেন। [43, 1377, 366, 1421]
story-paragraph: বর্তমান (সংশোধিত) ১১৬ অনুচ্ছেদ অনুসারে, অধস্তন আদালতের মামলাবিভাজনের নিয়ন্ত্রণ, বিচারকদের কর্মস্থল নির্ধারণ, পদোন্নতি ও ছুটি মঞ্জুরিসহ শৃঙ্খলাবিধান রাষ্ট্রপতির ওপর ন্যস্ত। রাষ্ট্রপতি সুপ্রিম কোর্টের সঙ্গে পরামর্শ করে তা প্রয়োগ করেন। [394, 571, 717, 631]
story-paragraph: প্রত্যাবাসন, এশিয়ান ও আফ্রিকান দেশগুলোর সমর্থন বাড়াতে কাজ চলছে। রোহিঙ্গাদের জন্য আন্তর্জাতিক তহবিল সংগ্রহে প্রচেষ্টা জোরদার করা হয়েছে। [745, 1041, 1130, 1070]
news-story [394, 300, 717, 704]
story-headline: নারী শিক্ষার্থীকে ধর্ষণের [451, 968, 659, 996]
story-paragraph: সভাপতির বক্তব্যে তিনি বলেন, ‘আমরা একটি বৈষম্যমুক্ত বাংলাদেশ গড়তে চাই। যেখানে সবার সমান অধিকার থাকবে। ধর্ম, বর্ণ, দল নির্বিশেষে সবাই ন্যায়বিচার পাবে।’ অনুষ্ঠান শেষে শিক্ষার্থীদের হাতে সম্মাননা স্মারক তুলে দেওয়া হয়। [745, 1570, 1130, 1615]
news-story [43, 1154, 366, 1763]
story-paragraph: গতকাল মঙ্গলবার রাজধানীর গুলশানে দলের চেয়ারম্যানের কার্যালয়ে আয়োজিত এক মতবিনিময় সভায় তিনি এসব কথা বলেন। সভায় দলের জ্যেষ্ঠ নেতারা উপস্থিত ছিলেন। [1156, 1340, 1471, 1384]
story-paragraph: জাতীয় পার্টির (একাংশ) চেয়ারম্যান ব্যারিস্টার আনিসুল ইসলাম মাহমুদ বলেছেন, রাজনীতিতে প্রতিহিংসা আগামী বাংলাদেশের জন্য অশনি সংকেত। দেশের রাজনৈতিক সংস্কৃতিতে সহনশীলতা ফিরিয়ে আনতে হবে। [1156, 1229, 1471, 1289]
story-paragraph: নিজস্ব বিনিয়োগ সেবাদাতা প্রতিষ্ঠান নগদ-এর সাবেক ব্যবস্থাপনা পরিচালক তানভীর আহমেদ মিশুকসহ ১৩ জনের ব্যাংক হিসাব জব্দ করা হয়েছে। বাংলাদেশ ফাইন্যান্সিয়াল ইন্টেলিজেন্স ইউনিট (বিএফআইইউ) এই নির্দেশ দিয়েছে। [1156, 894, 1471, 954]
news-story [394, 1574, 717, 2026]
story-paragraph: তিনি বলেন, দেশের অর্থনীতি, আইনশৃঙ্খলা পরিস্থিতি ও রাজনৈতিক স্থিতিশীলতা নিয়ে জনগণ উদ্বিগ্ন। এসব সমস্যা সমাধানে সরকারকে সব দলের সঙ্গে আলোচনা করতে হবে। [1156, 1436, 1471, 1480]
story-paragraph: এ ছাড়া সভায় দলের তৃণমূল পর্যায়ের সাংগঠনিক কার্যক্রম জোরদার করার বিষয়েও আলোচনা হয়। আগামী নির্বাচনে দলীয় প্রার্থীদের বিজয় নিশ্চিত করতে নেতাকর্মীদের মাঠে থাকার আহ্বান জানানো হয়। [394, 1973, 717, 2017]
story-paragraph: ডিজিটাল অবকাঠামো উন্নয়ন প্রকল্পের আওতায় দেশব্যাপী ইন্টারনেট সেবা সম্প্রসারণের কাজ চলছে। প্রকল্পের মেয়াদ বাড়ানো হয়েছে ২০২৭ সালের জুন পর্যন্ত। [1156, 282, 1471, 327]
